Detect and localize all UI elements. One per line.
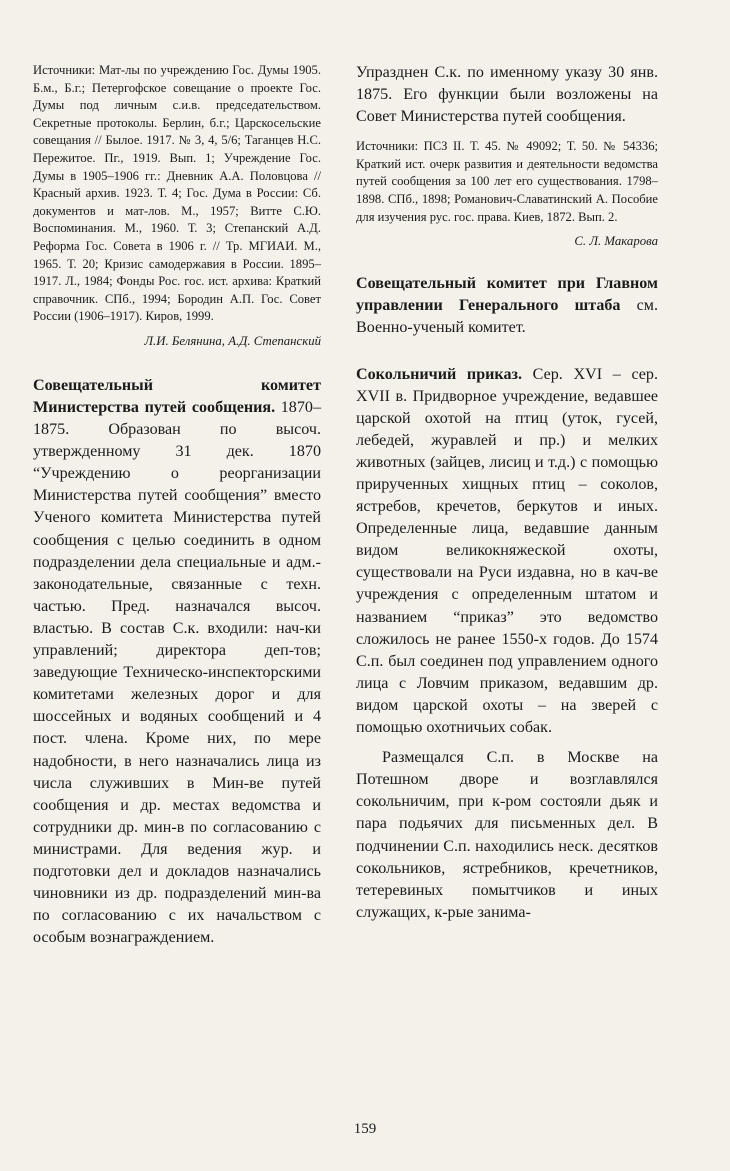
entry-text: 1870–1875. Образован по высоч. утвержденному 31 дек. 1870 “Учреждению о реорганизации Министерства путей сообщения” вместо Ученого комитета Министерства путей сообщения с целью соединить в одном подразделении дела специальные и адм.-законодательные, связанные с техн. частью. Пред. назначался высоч. властью. В состав С.к. входили: нач-ки управлений; директора деп-тов; заведующие Техническо-инспекторскими комитетами железных дорог и для шоссейных и водяных сообщений и 4 пост. члена. Кроме них, по мере надобности, в него назначались лица из числа служивших в Мин-ве путей сообщения и др. местах ведомства и сотрудники др. мин-в по согласованию с министрами. Для ведения жур. и подготовки дел и докладов назначались чиновники из др. подразделений мин-ва по согласованию с их начальством с особым вознаграждением.: [33, 399, 321, 947]
entry-falconry-office: [356, 364, 658, 740]
entry-text: см. Военно-ученый комитет.: [356, 297, 658, 337]
page-number: 159: [353, 1121, 377, 1137]
author-signature: С. Л. Макарова: [574, 234, 658, 249]
sources-note: Источники: Мат-лы по учреждению Гос. Думы 1905. Б.м., Б.г.; Петергофское совещание о проекте Гос. Думы под личным с.и.в. председательством. Секретные протоколы. Берлин, б.г.; Царскосельские совещания // Былое. 1917. № 3, 4, 5/6; Таганцев Н.С. Пережитое. Пг., 1919. Вып. 1; Учреждение Гос. Думы в 1905–1906 гг.: Дневник А.А. Половцова // Красный архив. 1923. Т. 4; Гос. Дума в России: Сб. документов и мат-лов. М., 1957; Витте С.Ю. Воспоминания. М., 1960. Т. 3; Степанский А.Д. Реформа Гос. Совета в 1906 г. // Тр. МГИАИ. М., 1965. Т. 20; Кризис самодержавия в России. 1895–1917. Л., 1984; Фонды Рос. гос. ист. архива: Краткий справочник. СПб., 1994; Бородин А.П. Гос. Совет России (1906–1917). Киров, 1999.: [33, 63, 321, 324]
entry-ministry-committee: [33, 375, 321, 949]
entry-heading: Совещательный комитет Министерства путей сообщения.: [33, 376, 321, 416]
right-column: [356, 62, 658, 924]
sources-note: Источники: ПСЗ II. Т. 45. № 49092; Т. 50. № 54336; Краткий ист. очерк развития и деятельности ведомства путей сообщения за 100 лет его существования. 1798–1898. СПб., 1898; Романович-Славатинский А. Пособие для изучения рус. гос. права. Киев, 1872. Вып. 2.: [356, 139, 658, 224]
left-column: [33, 62, 321, 949]
entry-heading: Сокольничий приказ.: [356, 365, 522, 383]
entry-general-staff-committee: [356, 273, 658, 339]
entry-heading: Совещательный комитет при Главном управлении Генерального штаба: [356, 275, 658, 315]
abolition-paragraph: Упразднен С.к. по именному указу 30 янв. 1875. Его функции были возложены на Совет Министерства путей сообщения.: [356, 64, 658, 126]
entry-text: Сер. XVI – сер. XVII в. Придворное учреждение, ведавшее царской охотой на птиц (уток, гусей, лебедей, журавлей и пр.) и мелких животных (зайцев, лисиц и т.д.) с помощью прирученных хищных птиц – соколов, ястребов, кречетов, беркутов и иных. Определенные лица, ведавшие данным видом великокняжеской охоты, существовали на Руси издавна, но в кач-ве учреждения с определенным штатом и названием “приказ” это ведомство сложилось не ранее 1550-х годов. До 1574 С.п. был соединен под управлением одного лица с Ловчим приказом, ведавшим др. видом царской охоты – на зверей с помощью охотничьих собак.: [356, 365, 658, 737]
entry-paragraph: Размещался С.п. в Москве на Потешном дворе и возглавлялся сокольничим, при к-ром состояли дьяк и пара подьячих для письменных дел. В подчинении С.п. находились неск. десятков сокольников, ястребников, кречетников, тетеревиных помытчиков и иных служащих, к-рые занима-: [356, 749, 658, 921]
author-signature: Л.И. Белянина, А.Д. Степанский: [144, 333, 321, 348]
